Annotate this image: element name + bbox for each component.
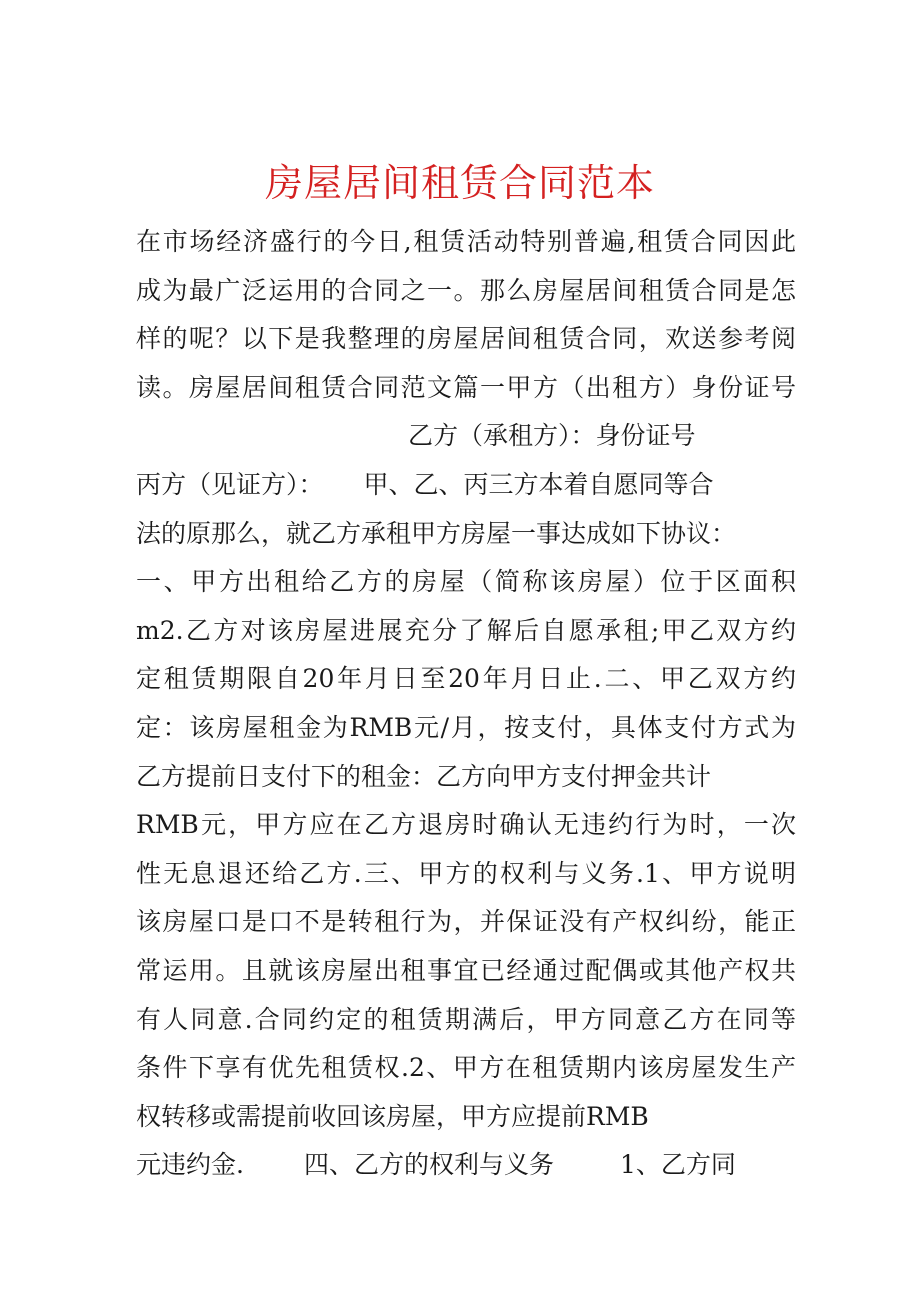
document-body [136,218,796,1190]
paragraph-line: 常运用。且就该房屋出租事宜已经通过配偶或其他产权共 [136,955,796,985]
paragraph-line: 样的呢？以下是我整理的房屋居间租赁合同，欢送参考阅 [136,324,796,354]
paragraph-line: 乙方提前日支付下的租金：乙方向甲方支付押金共计 [136,761,712,791]
paragraph-line [136,461,796,510]
document-title: 房屋居间租赁合同范本 [264,161,655,205]
paragraph-line: 权转移或需提前收回该房屋，甲方应提前RMB [136,1101,649,1131]
paragraph-line: 该房屋口是口不是转租行为，并保证没有产权纠纷，能正 [136,907,796,937]
paragraph-line: 在市场经济盛行的今日,租赁活动特别普遍,租赁合同因此 [136,227,796,256]
line-segment: 丙方（见证方）： [136,469,324,499]
paragraph-line: 成为最广泛运用的合同之一。那么房屋居间租赁合同是怎 [136,275,796,305]
paragraph-line: 法的原那么，就乙方承租甲方房屋一事达成如下协议： [136,518,737,548]
paragraph-line: 乙方（承租方）：身份证号 [408,421,696,451]
paragraph-line: 有人同意.合同约定的租赁期满后，甲方同意乙方在同等 [136,1004,796,1034]
paragraph-line: m2.乙方对该房屋进展充分了解后自愿承租;甲乙双方约 [136,615,796,645]
paragraph-line: 性无息退还给乙方.三、甲方的权利与义务.1、甲方说明 [136,858,796,888]
paragraph-line [136,1141,796,1190]
paragraph-line: 读。房屋居间租赁合同范文篇一甲方（出租方）身份证号 [136,372,796,402]
paragraph-line: RMB元，甲方应在乙方退房时确认无违约行为时，一次 [136,810,796,840]
line-segment: 元违约金. [136,1150,244,1180]
paragraph-line: 一、甲方出租给乙方的房屋（简称该房屋）位于区面积 [136,567,796,597]
paragraph-line: 条件下享有优先租赁权.2、甲方在租赁期内该房屋发生产 [136,1053,796,1083]
paragraph-line: 定：该房屋租金为RMB元/月，按支付，具体支付方式为 [136,712,796,742]
paragraph-line: 定租赁期限自20年月日至20年月日止.二、甲乙双方约 [136,664,796,694]
line-segment: 甲、乙、丙三方本着自愿同等合 [363,469,714,499]
line-segment: 四、乙方的权利与义务 [303,1150,554,1180]
line-segment: 1、乙方同 [619,1150,736,1180]
